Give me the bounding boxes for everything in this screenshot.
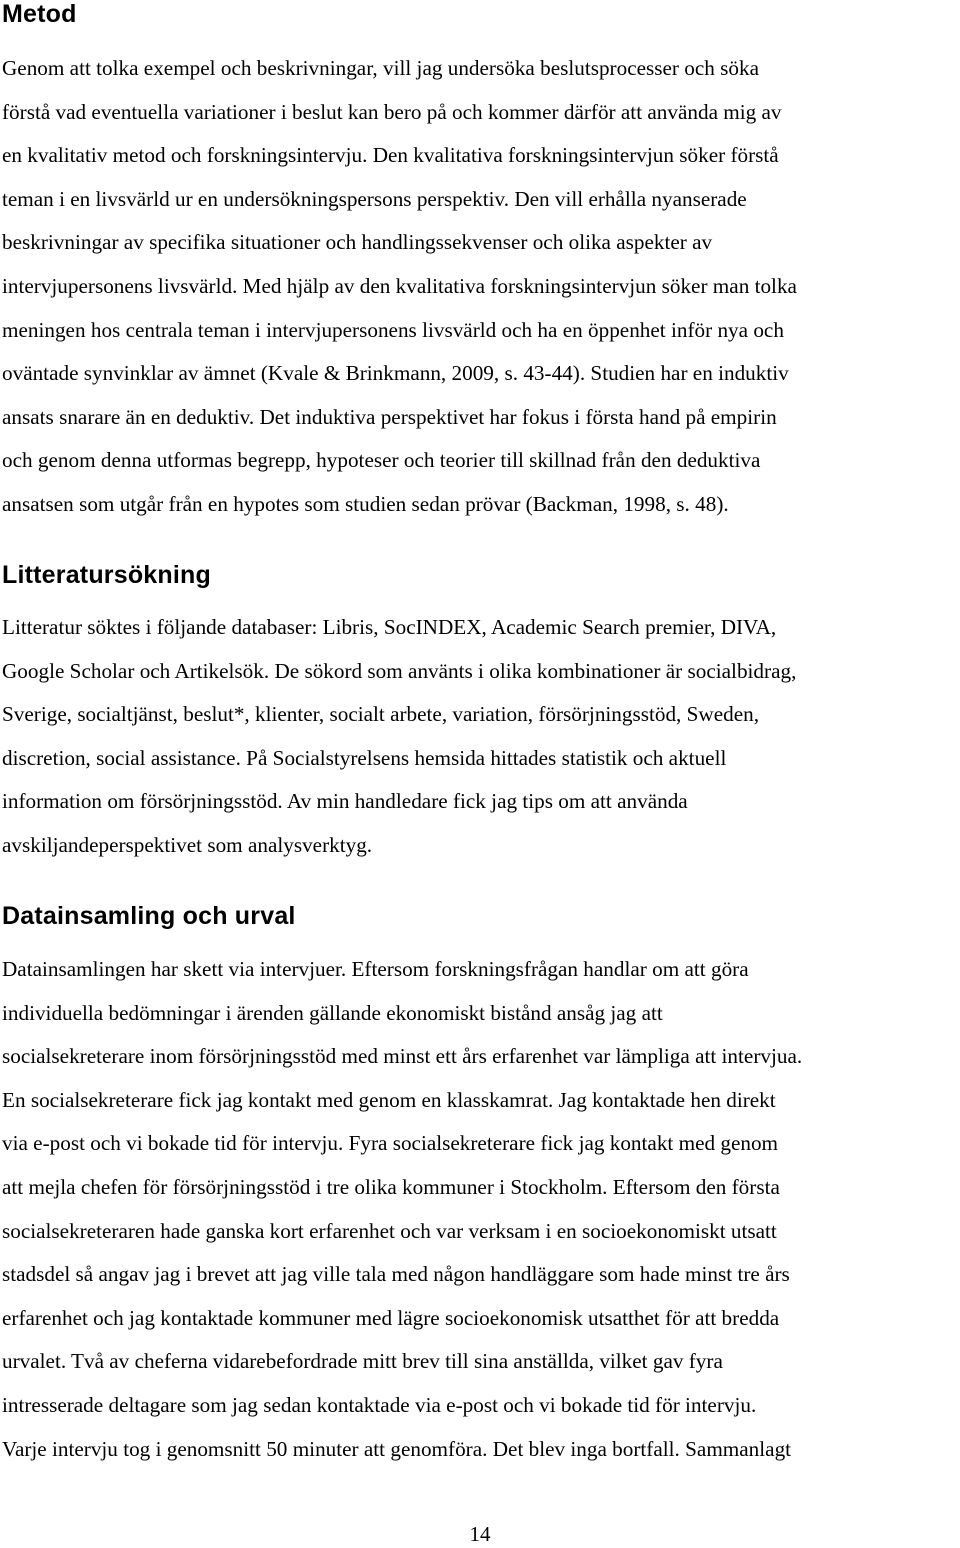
text-line: urvalet. Två av cheferna vidarebefordrade mitt brev till sina anställda, vilket gav fyra <box>2 1349 723 1374</box>
heading-litteratursokning: Litteratursökning <box>2 561 211 589</box>
text-line: socialsekreterare inom försörjningsstöd med minst ett års erfarenhet var lämpliga att intervjua. <box>2 1044 803 1069</box>
text-line: att mejla chefen för försörjningsstöd i tre olika kommuner i Stockholm. Eftersom den första <box>2 1174 780 1199</box>
text-line: teman i en livsvärld ur en undersökningspersons perspektiv. Den vill erhålla nyanserade <box>2 186 747 211</box>
text-line: intervjupersonens livsvärld. Med hjälp av den kvalitativa forskningsintervjun söker man tolka <box>2 273 797 298</box>
text-line: via e-post och vi bokade tid för intervju. Fyra socialsekreterare fick jag kontakt med genom <box>2 1131 779 1156</box>
text-line: meningen hos centrala teman i intervjupersonens livsvärld och ha en öppenhet inför nya och <box>2 317 784 342</box>
text-line: Litteratur söktes i följande databaser: Libris, SocINDEX, Academic Search premier, DIVA, <box>2 615 777 639</box>
text-line: En socialsekreterare fick jag kontakt med genom en klasskamrat. Jag kontaktade hen direkt <box>2 1087 776 1112</box>
text-line: Sverige, socialtjänst, beslut*, klienter, socialt arbete, variation, försörjningsstöd, Sweden, <box>2 702 760 727</box>
page-number: 14 <box>469 1522 491 1546</box>
text-line: Datainsamlingen har skett via intervjuer. Eftersom forskningsfrågan handlar om att göra <box>2 957 749 981</box>
text-line: beskrivningar av specifika situationer och handlingssekvenser och olika aspekter av <box>2 230 713 255</box>
text-line: individuella bedömningar i ärenden gällande ekonomiskt bistånd ansåg jag att <box>2 1000 663 1025</box>
text-line: intresserade deltagare som jag sedan kontaktade via e-post och vi bokade tid för intervju. <box>2 1392 757 1417</box>
text-line: Genom att tolka exempel och beskrivningar, vill jag undersöka beslutsprocesser och söka <box>2 56 759 80</box>
text-line: Google Scholar och Artikelsök. De sökord som använts i olika kombinationer är socialbidrag, <box>2 658 797 683</box>
heading-metod: Metod <box>2 0 77 28</box>
text-line: avskiljandeperspektivet som analysverktyg. <box>2 832 373 857</box>
text-line: stadsdel så angav jag i brevet att jag ville tala med någon handläggare som hade minst tre års <box>2 1262 790 1287</box>
paragraph-litteratursokning <box>2 606 956 868</box>
heading-datainsamling: Datainsamling och urval <box>2 902 296 930</box>
text-line: socialsekreteraren hade ganska kort erfarenhet och var verksam i en socioekonomiskt utsatt <box>2 1218 777 1243</box>
text-line: och genom denna utformas begrepp, hypoteser och teorier till skillnad från den deduktiva <box>2 448 761 473</box>
text-line: ansatsen som utgår från en hypotes som studien sedan prövar (Backman, 1998, s. 48). <box>2 491 729 516</box>
paragraph-metod <box>2 47 956 527</box>
text-line: en kvalitativ metod och forskningsintervju. Den kvalitativa forskningsintervjun söker förstå <box>2 143 779 168</box>
paragraph-datainsamling <box>2 948 956 1471</box>
text-line: förstå vad eventuella variationer i beslut kan bero på och kommer därför att använda mig av <box>2 99 782 124</box>
text-line: ansats snarare än en deduktiv. Det induktiva perspektivet har fokus i första hand på empirin <box>2 404 777 429</box>
text-line: information om försörjningsstöd. Av min handledare fick jag tips om att använda <box>2 789 688 814</box>
text-line: erfarenhet och jag kontaktade kommuner med lägre socioekonomisk utsatthet för att bredda <box>2 1305 780 1330</box>
text-line: oväntade synvinklar av ämnet (Kvale & Brinkmann, 2009, s. 43-44). Studien har en induktiv <box>2 361 789 386</box>
text-line: discretion, social assistance. På Socialstyrelsens hemsida hittades statistik och aktuell <box>2 745 727 770</box>
text-line: Varje intervju tog i genomsnitt 50 minuter att genomföra. Det blev inga bortfall. Sammanlagt <box>2 1436 792 1461</box>
